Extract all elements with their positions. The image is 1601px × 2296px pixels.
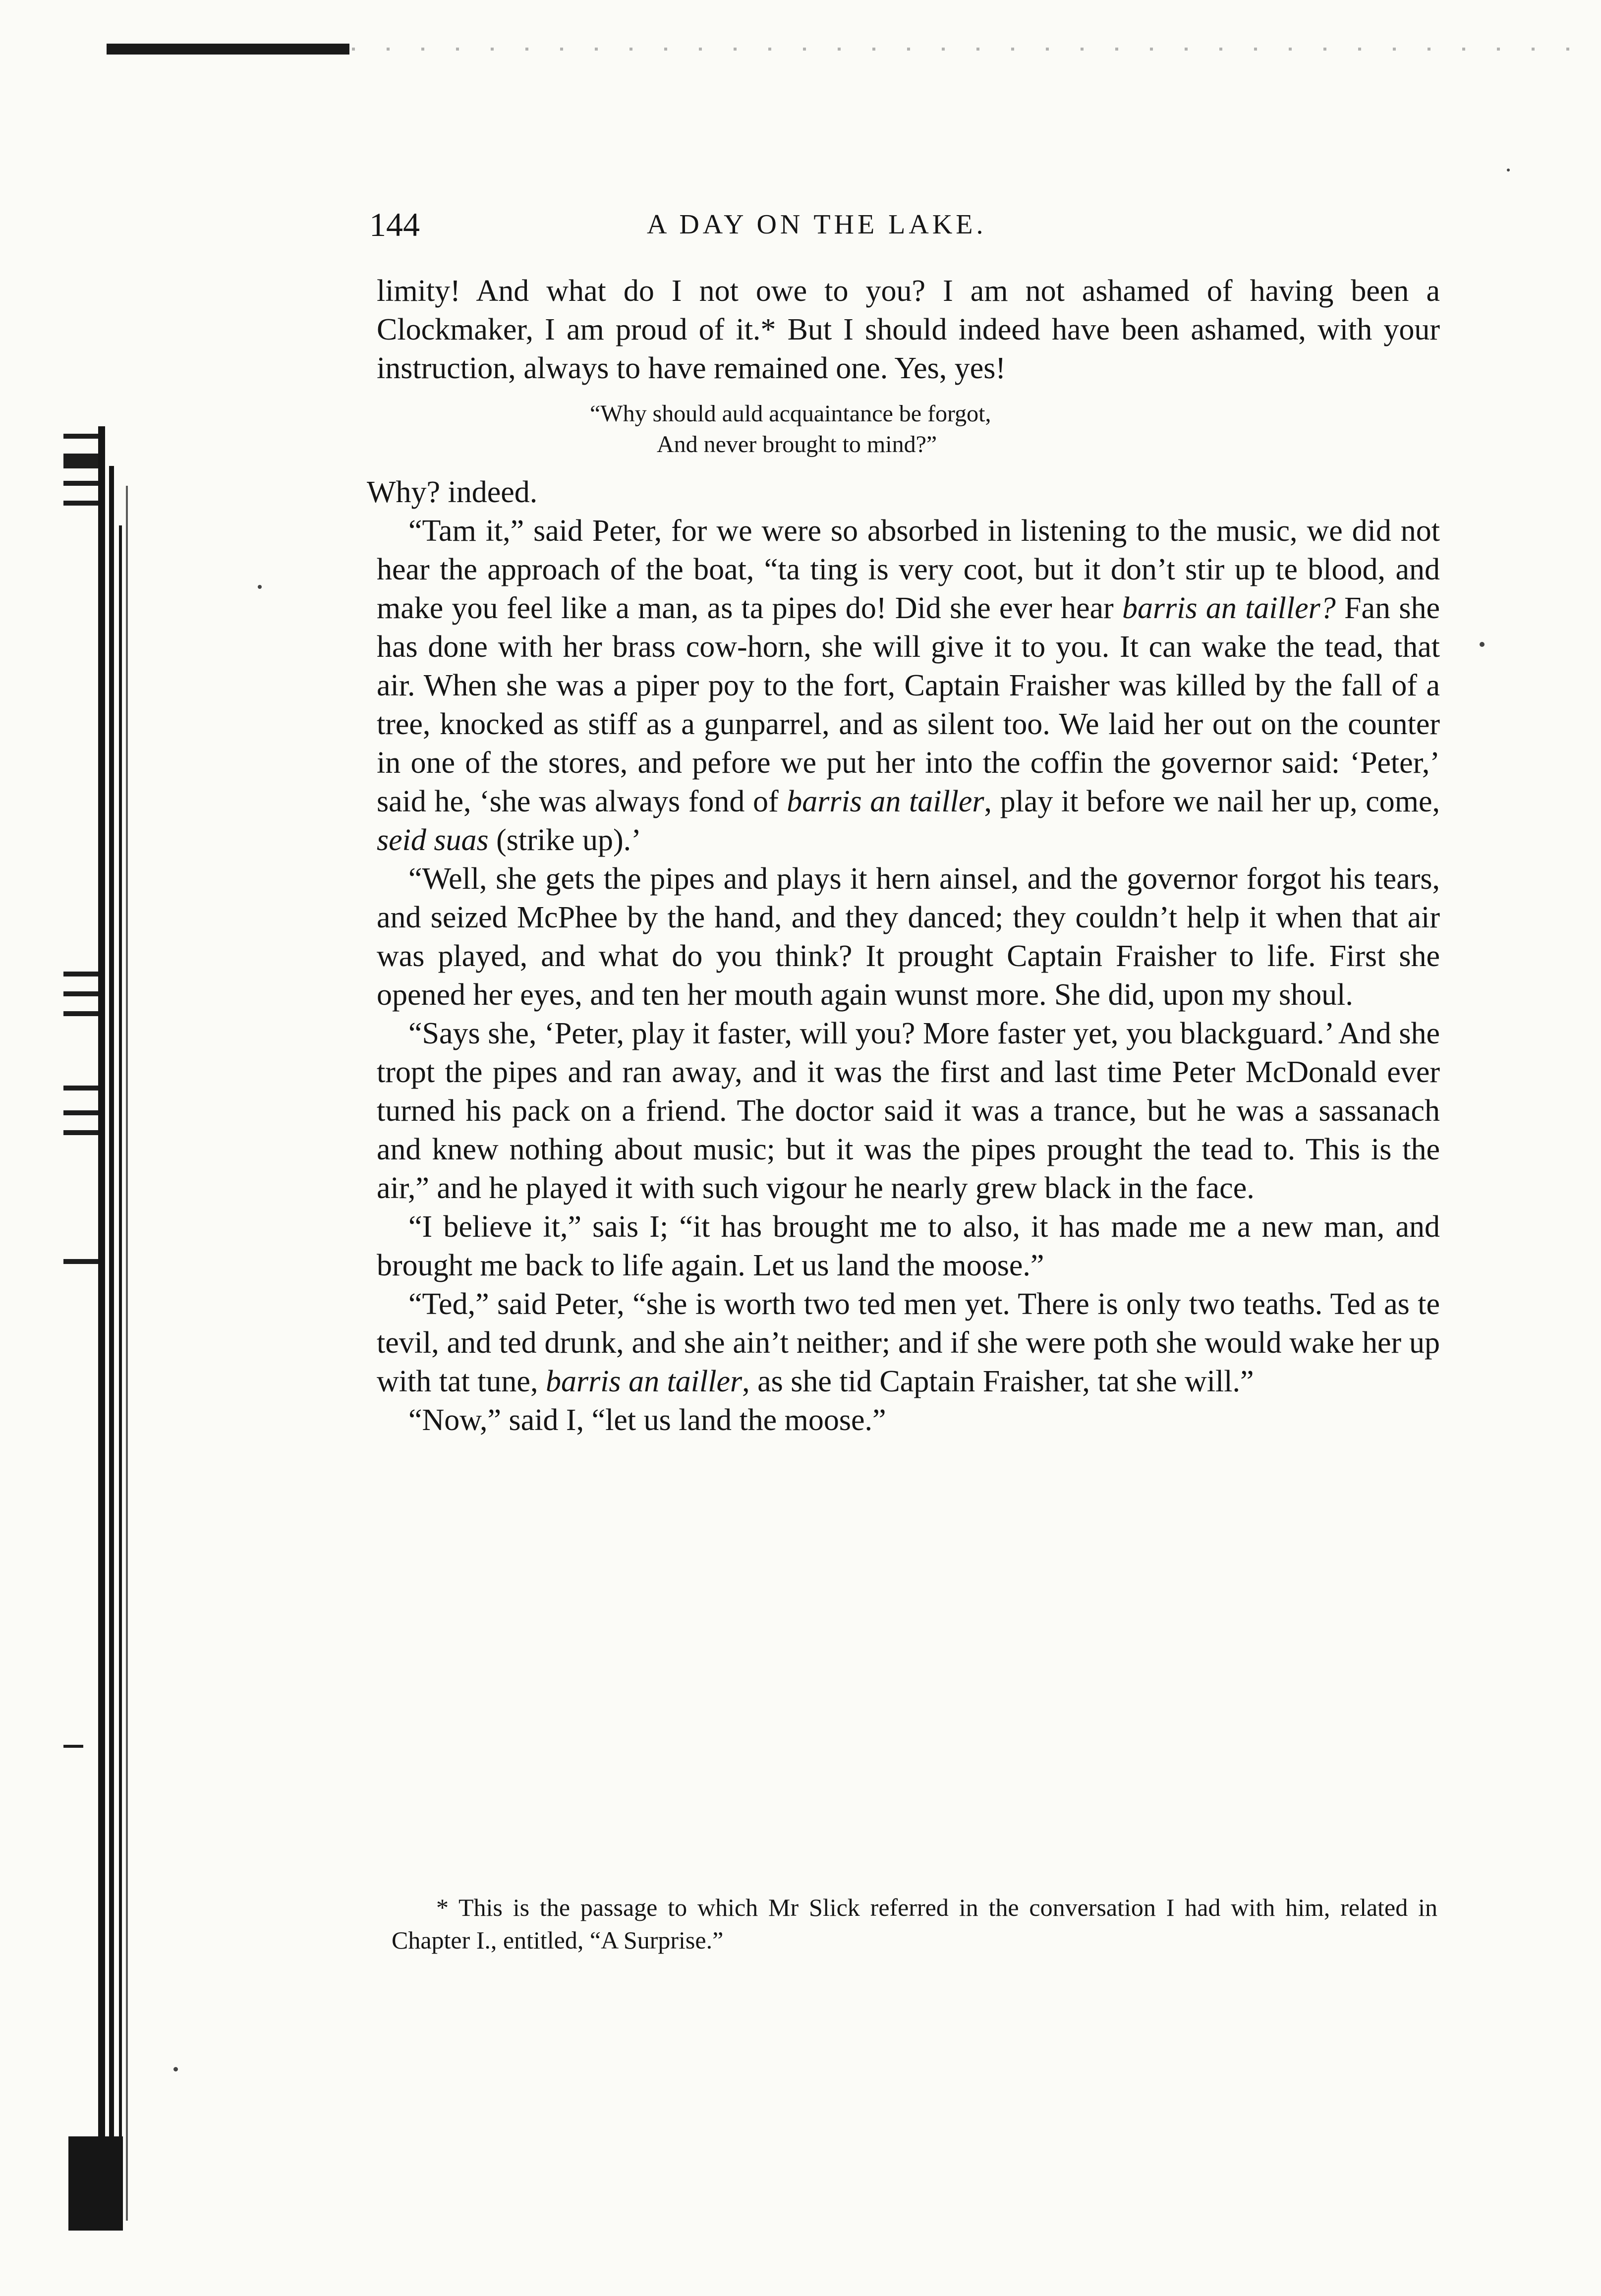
text-run: “Ted,” said Peter, “she is worth two ted men yet. There is only two teaths. Ted as te tevil, and ted drunk, and she ain’t neither; and if she were poth she would wake her up with tat tune, xyxy=(377,1287,1440,1398)
paragraph: “Now,” said I, “let us land the moose.” xyxy=(408,1403,886,1437)
text-run: , play it before we nail her up, come, xyxy=(984,785,1440,818)
italic-phrase: barris an tailler? xyxy=(1122,591,1336,625)
scan-speck xyxy=(258,585,262,589)
scan-speck xyxy=(173,2067,178,2071)
text-run: (strike up).’ xyxy=(488,823,641,857)
paragraph: “I believe it,” sais I; “it has brought me to also, it has made me a new man, and brought me back to life again. Let us land the moose.” xyxy=(377,1210,1440,1282)
scan-speck xyxy=(1507,169,1510,172)
scan-top-noise xyxy=(352,48,1581,51)
binding-spine-shadow xyxy=(63,426,138,2231)
running-head: A DAY ON THE LAKE. xyxy=(647,209,987,240)
italic-phrase: barris an tailler xyxy=(787,785,984,818)
text-run: Fan she has done with her brass cow-horn, she will give it to you. It can wake the tead, that air. When she was a piper poy to the fort, Captain Fraisher was killed by the fall of a tree, knocked as stiff as a gunparrel, and as silent too. We laid her out on the counter in one of the stores, and pefore we put her into the coffin the governor said: ‘Peter,’ said he, ‘she was always fond of xyxy=(377,591,1440,818)
paragraph: limity! And what do I not owe to you? I am not ashamed of having been a Clockmaker, I am proud of it.* But I should indeed have been ashamed, with your instruction, always to have remained one. Yes, yes! xyxy=(377,274,1440,385)
page-header xyxy=(369,202,1447,247)
text-run: , as she tid Captain Fraisher, tat she will.” xyxy=(742,1365,1254,1398)
paragraph xyxy=(377,1285,1440,1401)
paragraph: Why? indeed. xyxy=(367,475,538,509)
verse-quote xyxy=(377,399,1440,460)
verse-line: And never brought to mind?” xyxy=(657,431,937,458)
scan-speck xyxy=(1480,642,1485,647)
scan-edge-shadow xyxy=(107,44,349,55)
italic-phrase: seid suas xyxy=(377,823,489,857)
italic-phrase: barris an tailler xyxy=(545,1365,743,1398)
footnote-text: * This is the passage to which Mr Slick referred in the conversation I had with him, related in Chapter I., entitled, “A Surprise.” xyxy=(392,1894,1437,1954)
verse-line: “Why should auld acquaintance be forgot, xyxy=(590,401,991,427)
paragraph xyxy=(377,512,1440,860)
page-number: 144 xyxy=(369,206,420,243)
paragraph: “Says she, ‘Peter, play it faster, will you? More faster yet, you blackguard.’ And she tropt the pipes and ran away, and it was the first and last time Peter McDonald ever turned his pack on a friend. The doctor said it was a trance, but he was a sassanach and knew nothing about music; but it was the pipes prought the tead to. This is the air,” and he played it with such vigour he nearly grew black in the face. xyxy=(377,1017,1440,1205)
body-text xyxy=(367,272,1440,1439)
text-run: “Tam it,” said Peter, for we were so absorbed in listening to the music, we did not hear the approach of the boat, “ta ting is very coot, but it don’t stir up te blood, and make you feel like a man, as ta pipes do! Did she ever hear xyxy=(377,514,1440,625)
footnote xyxy=(392,1891,1437,1956)
paragraph: “Well, she gets the pipes and plays it hern ainsel, and the governor forgot his tears, and seized McPhee by the hand, and they danced; they couldn’t help it when that air was played, and what do you think? It prought Captain Fraisher to life. First she opened her eyes, and ten her mouth again wunst more. She did, upon my shoul. xyxy=(377,862,1440,1012)
